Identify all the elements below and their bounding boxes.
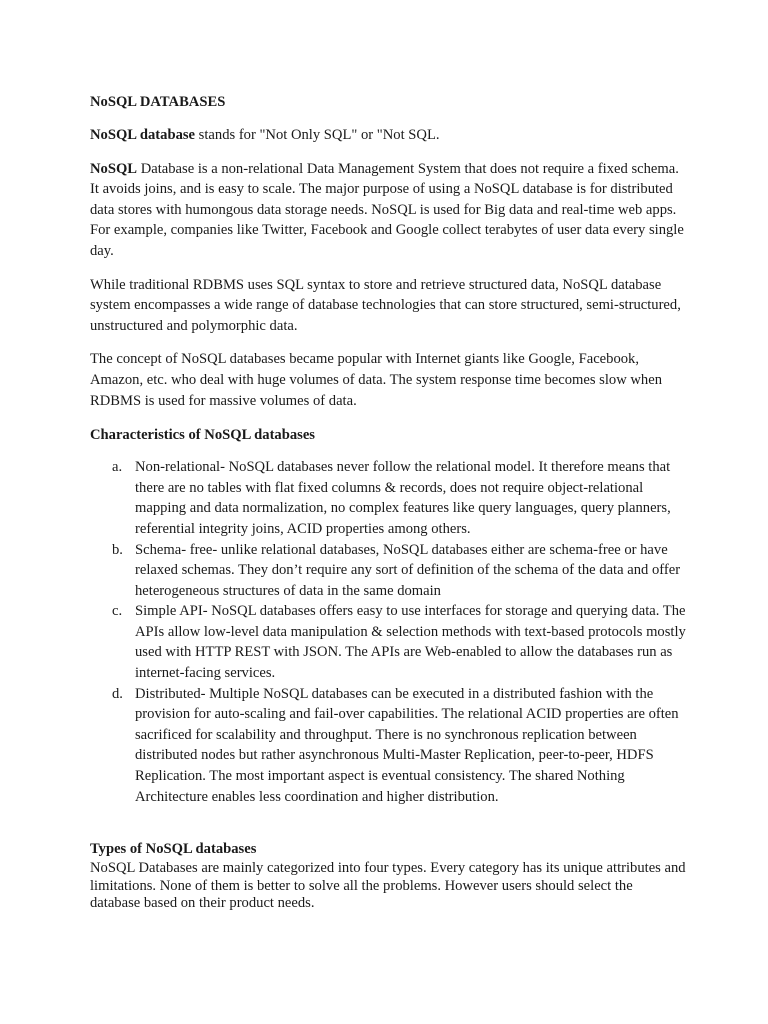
list-item-text: Simple API- NoSQL databases offers easy to use interfaces for storage and querying data. The APIs allow low-level data manipulation & selection methods with text-based protocols mostly used with HTTP REST with JSON. The APIs are Web-enabled to allow the databases run as internet-facing services. [135, 603, 686, 682]
list-item [90, 684, 686, 808]
intro-term: NoSQL [90, 160, 138, 177]
list-marker: a. [112, 459, 123, 476]
types-paragraph: NoSQL Databases are mainly categorized into four types. Every category has its unique attributes and limitations. None of them is better to solve all the problems. However users should select the database based on their product needs. [90, 860, 686, 912]
list-item [90, 457, 686, 539]
definition-text: stands for "Not Only SQL" or "Not SQL. [195, 127, 440, 143]
definition-paragraph [90, 125, 686, 146]
intro-paragraph [90, 159, 686, 262]
list-item [90, 601, 686, 683]
characteristics-list [90, 457, 686, 807]
list-marker: c. [112, 603, 123, 620]
document-page [90, 92, 686, 912]
characteristics-heading: Characteristics of NoSQL databases [90, 427, 315, 444]
intro-text: Database is a non-relational Data Management System that does not require a fixed schema. It avoids joins, and is easy to scale. The major purpose of using a NoSQL database is for distributed data stores with humongous data storage needs. NoSQL is used for Big data and real-time web apps. For example, companies like Twitter, Facebook and Google collect terabytes of user data every single day. [90, 160, 684, 259]
list-item-text: Distributed- Multiple NoSQL databases can be executed in a distributed fashion with the provision for auto-scaling and fail-over capabilities. The relational ACID properties are often sacrificed for scalability and throughput. There is no synchronous replication between distributed nodes but rather asynchronous Multi-Master Replication, peer-to-peer, HDFS Replication. The most important aspect is eventual consistency. The shared Nothing Architecture enables less coordination and higher distribution. [135, 685, 679, 805]
concept-paragraph: The concept of NoSQL databases became popular with Internet giants like Google, Facebook, Amazon, etc. who deal with huge volumes of data. The system response time becomes slow when RDBMS is used for massive volumes of data. [90, 351, 662, 409]
rdbms-paragraph: While traditional RDBMS uses SQL syntax to store and retrieve structured data, NoSQL database system encompasses a wide range of database technologies that can store structured, semi-structured, unstructured and polymorphic data. [90, 276, 681, 334]
document-title: NoSQL DATABASES [90, 94, 226, 110]
list-item-text: Schema- free- unlike relational databases, NoSQL databases either are schema-free or have relaxed schemas. They don’t require any sort of definition of the schema of the data and offer heterogeneous structures of data in the same domain [135, 541, 681, 599]
list-marker: b. [112, 541, 123, 558]
list-item [90, 540, 686, 602]
types-heading: Types of NoSQL databases [90, 841, 257, 858]
definition-term: NoSQL database [90, 127, 196, 143]
list-marker: d. [112, 685, 123, 702]
list-item-text: Non-relational- NoSQL databases never follow the relational model. It therefore means that there are no tables with flat fixed columns & records, does not require object-relational mapping and data normalization, no complex features like query languages, query planners, referential integrity joins, ACID properties among others. [135, 459, 671, 537]
